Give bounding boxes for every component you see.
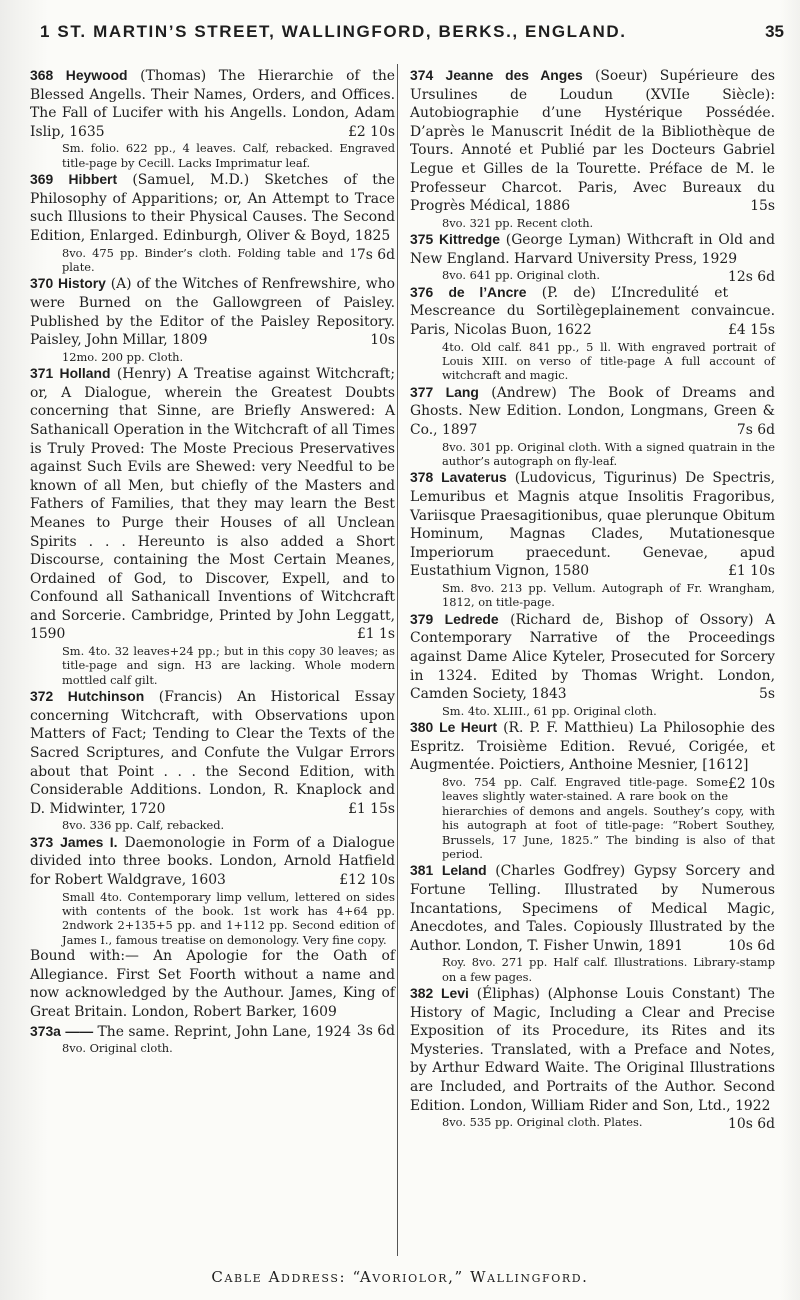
entry-number: 370 bbox=[30, 275, 54, 292]
entry-title: (Charles Godfrey) Gypsy Sorcery and Fortune Telling. Illustrated by Numerous Incantations, Specimens of Medical Magic, Anecdotes, and Tales. Copiously Illustrated by the Author. London, T. Fisher Unwin, 1891 bbox=[410, 863, 776, 954]
entry-price: 5s bbox=[759, 686, 775, 703]
entry-price: £12 10s bbox=[339, 872, 395, 889]
entry-price: £2 10s bbox=[348, 123, 395, 140]
entry-details: Small 4to. Contemporary limp vellum, lettered on sides with contents of the book. 1st work has 4+64 pp. 2ndwork 2+135+5 pp. and 1+112 pp. Second edition of James I., famous treatise on demonology. Very fine copy. bbox=[62, 889, 395, 947]
entry-number: 369 bbox=[30, 171, 54, 188]
entry-number: 379 bbox=[410, 610, 434, 627]
entry-main-text bbox=[410, 718, 776, 792]
entry-main-text bbox=[30, 364, 395, 644]
entry-author: History bbox=[58, 275, 106, 292]
entry-price: 12s 6d bbox=[728, 269, 775, 286]
entry-details: Sm. 8vo. 213 pp. Vellum. Autograph of Fr. Wrangham, 1812, on title-page. bbox=[442, 580, 775, 610]
catalogue-entry bbox=[410, 66, 775, 230]
entry-number: 373a bbox=[30, 1022, 61, 1039]
entry-author: Jeanne des Anges bbox=[445, 67, 583, 83]
entry-title: (Éliphas) (Alphonse Louis Constant) The History of Magic, Including a Clear and Precise Exposition of its Procedure, its Rites and its Mysteries. Translated, with a Preface and Notes, by Arthur Edward Waite. The Original Illustrations are Included, and Portraits of the Author. Second Edition. London, William Rider and Son, Ltd., 1922 bbox=[410, 986, 776, 1114]
entry-number: 373 bbox=[30, 833, 54, 850]
entry-title: (A) of the Witches of Renfrewshire, who were Burned on the Gallowgreen of Paisley. Published by the Editor of the Paisley Repository. Paisley, John Millar, 1809 bbox=[30, 276, 396, 349]
catalogue-entry bbox=[30, 66, 395, 170]
entry-main-text bbox=[30, 687, 395, 818]
catalogue-entry bbox=[30, 364, 395, 687]
entry-number: 378 bbox=[410, 469, 434, 486]
entry-author: Levi bbox=[441, 985, 469, 1002]
entry-title: The same. Reprint, John Lane, 1924 bbox=[97, 1023, 352, 1040]
entry-details: 12mo. 200 pp. Cloth. bbox=[62, 349, 184, 364]
catalogue-entry bbox=[410, 861, 775, 984]
catalogue-entry bbox=[30, 1022, 395, 1056]
catalogue-entry bbox=[30, 833, 395, 1022]
entry-number: 377 bbox=[410, 383, 434, 400]
entry-details: 8vo. 321 pp. Recent cloth. bbox=[442, 215, 594, 230]
entry-author: Ledrede bbox=[444, 610, 499, 627]
catalogue-entry bbox=[410, 718, 775, 861]
entry-title: (Ludovicus, Tigurinus) De Spectris, Lemuribus et Magnis atque Insolitis Fragoribus, Variisque Praesagitionibus, quae plerunque Obitum Hominum, Magnas Clades, Mutationesque Imperiorum praecedunt. Genevae, apud Eustathium Vignon, 1580 bbox=[410, 470, 776, 580]
entry-price: £1 1s bbox=[356, 626, 395, 643]
cable-address-footer: Cable Address: “Avoriolor,” Wallingford. bbox=[211, 1268, 589, 1286]
catalogue-entry bbox=[410, 984, 776, 1133]
entry-number: 375 bbox=[410, 231, 434, 248]
entry-details: 8vo. Original cloth. bbox=[62, 1041, 173, 1056]
bookseller-address: 1 ST. MARTIN’S STREET, WALLINGFORD, BERKS., ENGLAND. bbox=[40, 22, 627, 41]
entry-price: 7s 6d bbox=[736, 421, 775, 438]
entry-main-text bbox=[30, 274, 395, 349]
page-number: 35 bbox=[765, 22, 784, 41]
entry-author: Le Heurt bbox=[439, 719, 498, 736]
entry-number: 368 bbox=[30, 67, 54, 83]
entry-details: 8vo. 301 pp. Original cloth. With a signed quatrain in the author’s autograph on fly-leaf. bbox=[442, 439, 775, 468]
entry-author: Kittredge bbox=[439, 231, 500, 248]
entry-price: £4 15s bbox=[728, 321, 775, 338]
entry-price: £1 10s bbox=[728, 563, 775, 580]
entry-details: 8vo. 535 pp. Original cloth. Plates. bbox=[442, 1115, 643, 1130]
entry-title: (Soeur) Supérieure des Ursulines de Loudun (XVIIe Siècle): Autobiographie d’une Hystérique Possédée. D’après le Manuscrit Inédit de la Bibliothèque de Tours. Annoté et Publié par les Docteurs Gabriel Legue et Gilles de la Tourette. Préface de M. le Professeur Charcot. Paris, Avec Bureaux du Progrès Médical, 1886 bbox=[410, 68, 776, 215]
entry-bound-with: Bound with:— An Apologie for the Oath of Allegiance. First Set Foorth without a name and now acknowledged by the Authour. James, King of Great Britain. London, Robert Barker, 1609 bbox=[30, 948, 395, 1021]
right-column bbox=[410, 66, 775, 1134]
catalogue-entry bbox=[410, 383, 775, 469]
entry-author: Heywood bbox=[65, 67, 128, 83]
entry-details: Sm. 4to. 32 leaves+24 pp.; but in this copy 30 leaves; as title-page and sign. H3 are lacking. Whole modern mottled calf gilt. bbox=[62, 644, 395, 687]
entry-title: (Henry) A Treatise against Witchcraft; or, A Dialogue, wherein the Greatest Doubts concerning that Sinne, are Briefly Answered: A Sathanicall Operation in the Witchcraft of all Times is Truly Proved: The Moste Precious Preservatives against Such Evils are Shewed: very Needful to be known of all Men, but chiefly of the Masters and Fathers of Families, that they may learn the Best Meanes to Purge their Houses of all Unclean Spirits . . . Hereunto is also added a Short Discourse, containing the Most Certain Meanes, Ordained of God, to Discover, Expell, and to Confound all Sathanicall Inventions of Witchcraft and Sorcerie. Cambridge, Printed by John Leggatt, 1590 bbox=[30, 366, 396, 643]
entry-main-text bbox=[410, 66, 775, 216]
entry-details: 8vo. 754 pp. Calf. Engraved title-page. Some leaves slightly water-stained. A rare book on the hierarchies of demons and angels. Southey’s copy, with his autograph at foot of title-page: “Robert Southey, Brussels, 17 June, 1825.” The binding is also of that period. bbox=[442, 774, 775, 861]
catalogue-entry bbox=[30, 274, 395, 364]
entry-main-text bbox=[30, 833, 395, 890]
catalogue-entry bbox=[30, 170, 395, 274]
entry-number: 371 bbox=[30, 365, 54, 382]
entry-price: £2 10s bbox=[728, 775, 775, 792]
left-column bbox=[30, 66, 395, 1056]
entry-number: 380 bbox=[410, 719, 434, 736]
entry-author: Lang bbox=[445, 383, 479, 400]
entry-number: 381 bbox=[410, 862, 434, 879]
catalogue-entry bbox=[410, 230, 775, 286]
entry-details: 8vo. 641 pp. Original cloth. bbox=[442, 268, 600, 283]
catalogue-entry bbox=[410, 468, 775, 609]
entry-author: de l’Ancre bbox=[448, 283, 527, 300]
entry-main-text bbox=[410, 283, 775, 340]
entry-details: Sm. 4to. XLIII., 61 pp. Original cloth. bbox=[442, 703, 657, 718]
entry-author: James I. bbox=[60, 833, 118, 850]
entry-title: (R. P. F. Matthieu) La Philosophie des Espritz. Troisième Edition. Revué, Corigée, et Augmentée. Poictiers, Anthoine Mesnier, [1612] bbox=[410, 720, 776, 774]
entry-title: (Samuel, M.D.) Sketches of the Philosophy of Apparitions; or, An Attempt to Trace such Illusions to their Physical Causes. The Second Edition, Enlarged. Edinburgh, Oliver & Boyd, 1825 bbox=[30, 172, 395, 244]
entry-author: Holland bbox=[59, 365, 111, 382]
entry-title: Daemonologie in Form of a Dialogue divided into three books. London, Arnold Hatfield for Robert Waldgrave, 1603 bbox=[30, 834, 395, 889]
entry-author: Lavaterus bbox=[441, 469, 507, 486]
catalogue-entry bbox=[410, 283, 775, 383]
catalogue-entry bbox=[410, 610, 775, 718]
entry-main-text bbox=[410, 468, 775, 581]
entry-details: Sm. folio. 622 pp., 4 leaves. Calf, rebacked. Engraved title-page by Cecill. Lacks Imprimatur leaf. bbox=[62, 141, 395, 170]
entry-number: 372 bbox=[30, 688, 54, 705]
entry-main-text bbox=[30, 66, 395, 141]
entry-number: 374 bbox=[410, 67, 434, 83]
entry-details: 4to. Old calf. 841 pp., 5 ll. With engraved portrait of Louis XIII. on verso of title-page A full account of witchcraft and magic. bbox=[442, 339, 775, 383]
entry-details: Roy. 8vo. 271 pp. Half calf. Illustrations. Library-stamp on a few pages. bbox=[442, 955, 775, 984]
entry-number: 376 bbox=[410, 283, 434, 300]
entry-price: 15s bbox=[750, 198, 775, 215]
catalogue-entry bbox=[30, 687, 395, 833]
entry-details: 8vo. 336 pp. Calf, rebacked. bbox=[62, 818, 225, 833]
entry-main-text bbox=[410, 383, 775, 440]
entry-details: 8vo. 475 pp. Binder’s cloth. Folding table and 1 plate. bbox=[62, 245, 357, 274]
entry-price: 10s bbox=[370, 332, 395, 349]
entry-price: £1 15s bbox=[348, 800, 395, 817]
entry-author: Hibbert bbox=[68, 171, 118, 188]
entry-title: (Thomas) The Hierarchie of the Blessed Angells. Their Names, Orders, and Offices. The Fall of Lucifer with his Angells. London, Adam Islip, 1635 bbox=[30, 68, 395, 140]
entry-number: 382 bbox=[410, 985, 434, 1002]
entry-title: (Richard de, Bishop of Ossory) A Contemporary Narrative of the Proceedings against Dame Alice Kyteler, Prosecuted for Sorcery in 1324. Edited by Thomas Wright. London, Camden Society, 1843 bbox=[410, 611, 775, 703]
column-divider bbox=[397, 64, 398, 1256]
entry-title: (Francis) An Historical Essay concerning Witchcraft, with Observations upon Matters of Fact; Tending to Clear the Texts of the Sacred Scriptures, and Confute the Vulgar Errors about that Point . . . the Second Edition, with Considerable Additions. London, R. Knaplock and D. Midwinter, 1720 bbox=[30, 689, 395, 817]
entry-price: 3s 6d bbox=[356, 1022, 395, 1039]
entry-price: 10s 6d bbox=[728, 1116, 775, 1133]
page-header bbox=[0, 8, 800, 54]
entry-title: (Andrew) The Book of Dreams and Ghosts. New Edition. London, Longmans, Green & Co., 1897 bbox=[410, 384, 775, 438]
entry-author: Leland bbox=[441, 862, 487, 879]
entry-title: (George Lyman) Withcraft in Old and New England. Harvard University Press, 1929 bbox=[410, 232, 775, 267]
entry-main-text bbox=[410, 861, 775, 955]
entry-author: —— bbox=[65, 1022, 94, 1039]
entry-main-text bbox=[410, 610, 775, 704]
entry-title: (P. de) L’Incredulité et Mescreance du Sortilègeplainement convaincue. Paris, Nicolas Buon, 1622 bbox=[410, 284, 775, 338]
entry-author: Hutchinson bbox=[67, 688, 145, 705]
entry-price: 7s 6d bbox=[356, 246, 395, 263]
entry-main-text bbox=[30, 1022, 395, 1042]
entry-price: 10s 6d bbox=[728, 937, 775, 954]
